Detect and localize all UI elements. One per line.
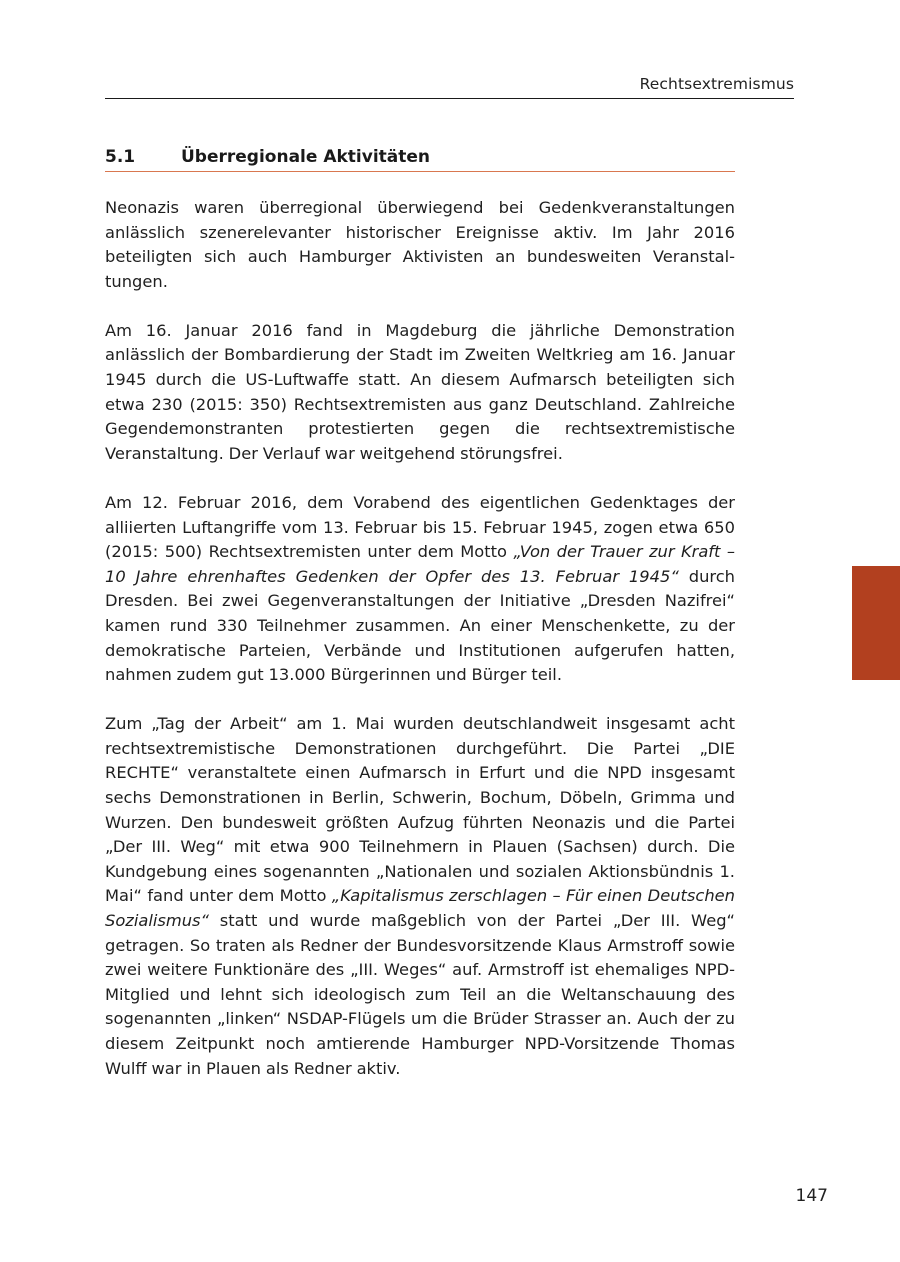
paragraph-3-lead: Am 12. Februar 2016, dem Vorabend des eigentlichen Gedenktages der alliierten Luftangriffe vom 13. Februar bis 15. Februar 1945, zogen etwa 650 (2015: 500) Rechtsextremisten unter dem Motto (105, 492, 735, 562)
paragraph-2: Am 16. Januar 2016 fand in Magdeburg die jährliche Demonstration anlässlich der Bombardierung der Stadt im Zweiten Weltkrieg am 16. Januar 1945 durch die US-Luftwaffe statt. An diesem Aufmarsch beteiligten sich etwa 230 (2015: 350) Rechtsextremisten aus ganz Deutschland. Zahlreiche Gegendemonstranten protestierten gegen die rechtsextremistische Veranstaltung. Der Verlauf war weitgehend störungsfrei. (105, 320, 735, 463)
body-text (105, 196, 735, 1106)
paragraph-4-motto: „Kapitalismus zerschlagen – Für einen Deutschen Sozialismus“ (105, 886, 735, 930)
paragraph-4 (105, 712, 735, 1081)
page-number: 147 (795, 1186, 828, 1206)
section-title: Überregionale Aktivitäten (181, 147, 431, 167)
paragraph-3-tail: durch Dresden. Bei zwei Gegenveranstaltungen der Initiative „Dresden Nazifrei“ kamen rund 330 Teilnehmer zusammen. An einer Menschenkette, zu der demokratische Parteien, Verbände und Institutionen aufgerufen hatten, nahmen zudem gut 13.000 Bürgerinnen und Bürger teil. (105, 566, 735, 685)
section-number: 5.1 (105, 147, 136, 167)
running-header (105, 74, 794, 99)
chapter-side-tab (852, 566, 900, 680)
paragraph-4-tail: statt und wurde maßgeblich von der Partei „Der III. Weg“ getragen. So traten als Redner der Bundesvorsitzende Klaus Armstroff sowie zwei weitere Funktionäre des „III. Weges“ auf. Armstroff ist ehemaliges NPD-Mitglied und lehnt sich ideologisch zum Teil an die Weltanschauung des sogenannten „linken“ NSDAP-Flügels um die Brüder Strasser an. Auch der zu diesem Zeitpunkt noch amtierende Hamburger NPD-Vorsitzende Thomas Wulff war in Plauen als Redner aktiv. (105, 910, 735, 1078)
running-header-title: Rechtsextremismus (639, 75, 794, 93)
section-heading (105, 147, 735, 172)
paragraph-3-motto: „Von der Trauer zur Kraft – 10 Jahre ehrenhaftes Gedenken der Opfer des 13. Februar 1945“ (105, 542, 735, 586)
paragraph-1: Neonazis waren überregional überwiegend bei Gedenkveranstaltungen anlässlich szenerelevanter historischer Ereignisse aktiv. Im Jahr 2016 beteiligten sich auch Hamburger Aktivisten an bundesweiten Veranstaltungen. (105, 198, 735, 291)
paragraph-4-lead: Zum „Tag der Arbeit“ am 1. Mai wurden deutschlandweit insgesamt acht rechtsextremistische Demonstrationen durchgeführt. Die Partei „DIE RECHTE“ veranstaltete einen Aufmarsch in Erfurt und die NPD insgesamt sechs Demonstrationen in Berlin, Schwerin, Bochum, Döbeln, Grimma und Wurzen. Den bundesweit größten Aufzug führten Neonazis und die Partei „Der III. Weg“ mit etwa 900 Teilnehmern in Plauen (Sachsen) durch. Die Kundgebung eines sogenannten „Nationalen und sozialen Aktionsbündnis 1. Mai“ fand unter dem Motto (105, 714, 735, 906)
paragraph-3 (105, 491, 735, 688)
